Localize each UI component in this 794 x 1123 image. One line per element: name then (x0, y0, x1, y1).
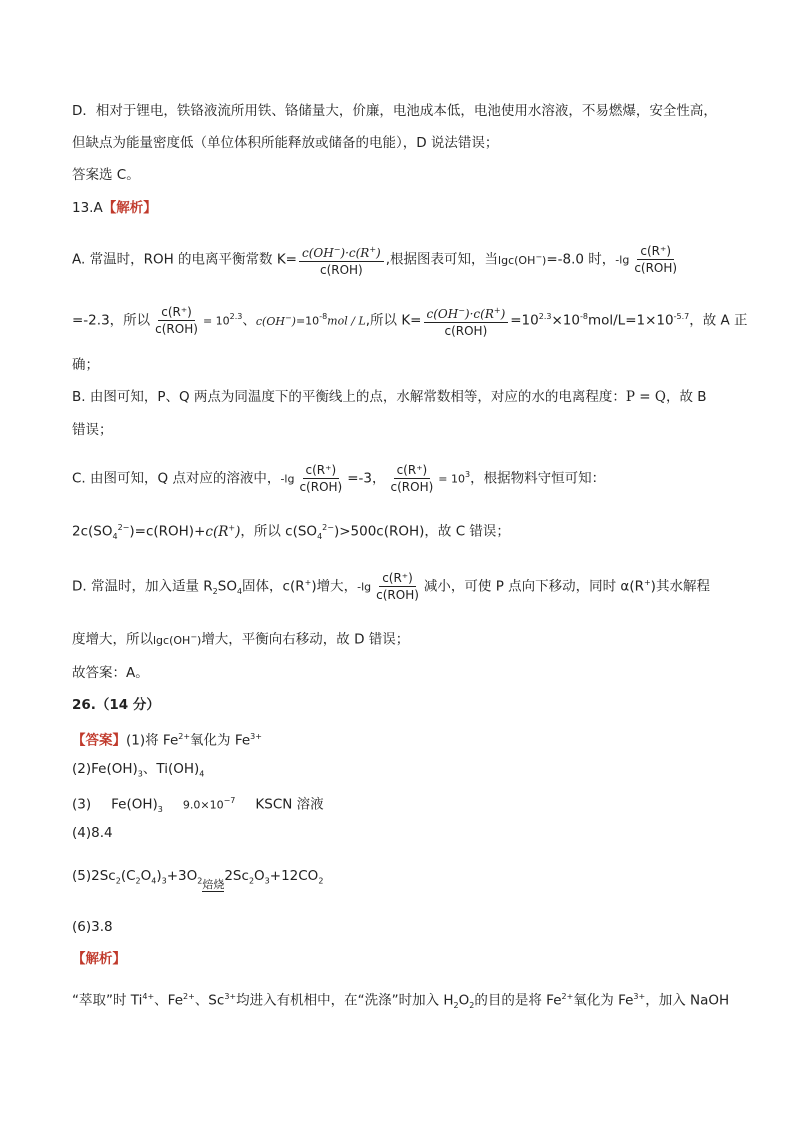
text: 氧化为 Fe (190, 732, 251, 749)
text: 的目的是将 Fe (474, 992, 562, 1009)
text: 、Fe (154, 992, 184, 1009)
text: -lg (357, 580, 372, 594)
text: ，故 B (665, 389, 707, 405)
q13-a-line3: 确； (72, 357, 99, 373)
text: 氧化为 Fe (573, 992, 634, 1009)
answer-line: 答案选 C。 (72, 167, 140, 183)
text: ,所以 K= (365, 312, 422, 329)
fraction-r-roh: $\frac{c(R^+)}{\text{c(ROH)}}$ (155, 305, 198, 336)
text: 固体，c(R (242, 578, 305, 595)
text: -8 (579, 312, 588, 321)
text: ，所以 c(SO (240, 523, 318, 540)
q13-c-line1 (72, 458, 605, 497)
text: SO (217, 578, 237, 595)
text: (3) (72, 796, 92, 813)
text: 2.3 (538, 312, 552, 321)
text: 增大，平衡向右移动，故 D 错误； (201, 631, 410, 648)
text: )>500c(ROH)，故 C 错误； (333, 523, 510, 540)
text: A. 常温时，ROH 的电离平衡常数 K= (72, 251, 297, 268)
text: 均进入有机相中，在“洗涤”时加入 H (236, 992, 454, 1009)
text: )其水解程 (650, 578, 710, 595)
text: 2.3 (229, 312, 243, 321)
text: mol/L=1×10 (587, 312, 674, 329)
q13-b-line2: 错误； (72, 422, 113, 438)
text: = 10 (438, 472, 466, 486)
text: ，加入 NaOH (645, 992, 730, 1009)
q13-final: 故答案：A。 (72, 665, 149, 681)
text: D. 常温时，加入适量 R (72, 578, 213, 595)
text: Fe(OH) (111, 796, 158, 813)
text: 2c(SO (72, 523, 113, 540)
text: B. 由图可知，P、Q 两点为同温度下的平衡线上的点，水解常数相等，对应的水的电离程度： (72, 389, 626, 405)
text: (1)将 Fe (126, 732, 179, 749)
text: 9.0×10 (182, 798, 224, 812)
text: KSCN 溶液 (255, 796, 324, 813)
q13-d-line2: 度增大，所以lgc(OH−)增大，平衡向右移动，故 D 错误； (72, 631, 410, 648)
q26-heading: 26.（14 分） (72, 697, 160, 713)
q26-answer-2: $(2)Fe(OH)_3$、$Ti(OH)_4$ (72, 761, 205, 779)
q13-number: 13.A (72, 200, 103, 216)
text: O (458, 992, 470, 1009)
q26-analysis-line1: “萃取”时 $Ti^{4+}$、$Fe^{2+}$、$Sc^{3+}$均进入有机相中，在“洗涤”时加入 $H_2O_2$的目的是将 $Fe^{2+}$氧化为 $Fe^{3+}$，加入 NaOH (72, 992, 730, 1011)
q26-analysis-tag: 【解析】 (72, 951, 126, 967)
q13-c-line2: $2c(SO_4^{2-})=c(ROH)+c(R^+)$，所以 $c(SO_4^{2-})>500c(ROH)$，故 C 错误； (72, 523, 510, 542)
text: ，根据物料守恒可知： (470, 470, 606, 487)
text: -lg (615, 253, 630, 267)
q26-answer-1: 【答案】(1)将 $Fe^{2+}$氧化为 $Fe^{3+}$ (72, 732, 262, 749)
q26-answer-4: (4)8.4 (72, 825, 113, 841)
text: -5.7 (673, 312, 690, 321)
fraction-r-roh: $\frac{c(R^+)}{\text{c(ROH)}}$ (634, 244, 678, 276)
reaction-arrow: 焙烧 (202, 877, 225, 891)
fraction-r-roh: $\frac{c(R^+)}{\text{c(ROH)}}$ (376, 571, 419, 602)
fraction-k: $\frac{c(OH^-)\cdot c(R^+)}{\text{c(ROH)}}$ (299, 242, 384, 278)
text: ,根据图表可知，当 (385, 251, 499, 268)
text: =10 (295, 314, 320, 328)
text: ，故 A 正 (689, 312, 748, 329)
text: -8 (319, 312, 328, 321)
text: mol / L (327, 314, 366, 328)
text: 度增大，所以 (72, 631, 153, 648)
text: 3 (465, 470, 471, 479)
q26-answer-3: (3) $Fe(OH)_3$ $9.0\times 10^{-7}$ KSCN 溶液 (72, 796, 324, 815)
q26-answer-6: (6)3.8 (72, 919, 113, 935)
q13-a-line2: =-2.3，所以 $\frac{c(R^+)}{\text{c(ROH)}}$ = $10^{2.3}$、$c(OH^-)=10^{-8}mol / L$,所以 K= $\frac{c(OH^-)\cdot c(R^+)}{\text{c(ROH)}}$ $=10^{2.3}\times 10^{-8}mol/L=1\times 10^{-5.7}$，故 A 正 (72, 300, 748, 339)
paragraph-d-line1: D．相对于锂电，铁铬液流所用铁、铬储量大，价廉，电池成本低，电池使用水溶液，不易燃爆，安全性高， (72, 103, 717, 119)
paragraph-d-line2: 但缺点为能量密度低（单位体积所能释放或储备的电能），D 说法错误； (72, 135, 499, 151)
text: 2Sc (224, 868, 249, 884)
analysis-tag: 【解析】 (102, 200, 157, 216)
text: )=c(ROH)+ (129, 523, 206, 540)
fraction-k2: $\frac{c(OH^-)\cdot c(R^+)}{\text{c(ROH)}}$ (424, 303, 509, 339)
text: =-8.0 时， (546, 251, 616, 268)
answer-tag: 【答案】 (72, 732, 126, 749)
text: 减小，可使 P 点向下移动，同时 α(R (423, 578, 644, 595)
q13-d-line1: D. 常温时，加入适量 $R_2SO_4$固体，c(R+)增大，-lg $\frac{c(R^+)}{\text{c(ROH)}}$ 减小，可使 P 点向下移动，同时 α(R+)其水解程 (72, 571, 710, 602)
text: (2)Fe(OH) (72, 761, 138, 777)
text: (5)2Sc (72, 868, 116, 884)
text: =10 (510, 312, 539, 329)
text: 、 (242, 312, 256, 329)
text: =-2.3，所以 (72, 312, 151, 329)
text: =-3， (347, 470, 386, 487)
text: “萃取”时 Ti (72, 992, 143, 1009)
text: P = Q (625, 389, 666, 405)
text: ×10 (551, 312, 580, 329)
text: -lg (280, 472, 295, 486)
text: = 10 (202, 314, 230, 328)
fraction-r-roh: $\frac{c(R^+)}{\text{c(ROH)}}$ (299, 463, 343, 494)
text: 、Sc (194, 992, 225, 1009)
text: +12CO (269, 868, 319, 884)
q13-b-line1 (72, 387, 707, 407)
text: )增大， (311, 578, 358, 595)
fraction-r-roh: $\frac{c(R^+)}{\text{c(ROH)}}$ (390, 463, 434, 494)
q26-answer-5: $(5)2Sc_2(C_2O_4)_3+3O_2$ 焙烧 $2Sc_2O_3+12CO_2$ (72, 868, 324, 891)
q13-heading (72, 198, 157, 218)
q13-a-line1: A. 常温时，ROH 的电离平衡常数 K= $\frac{c(OH^-)\cdot c(R^+)}{\text{c(ROH)}}$ ,根据图表可知，当lgc(OH−)=-8.0 时，-lg $\frac{c(R^+)}{\text{c(ROH)}}$ (72, 240, 682, 278)
text: C. 由图可知，Q 点对应的溶液中， (72, 470, 281, 487)
text: 、Ti(OH) (142, 761, 200, 777)
